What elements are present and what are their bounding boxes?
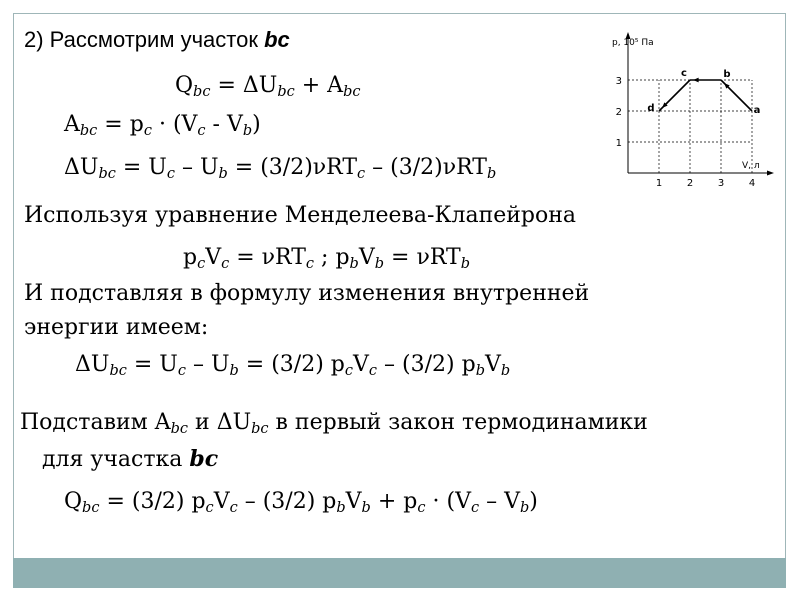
x-tick-label: 1	[655, 178, 663, 189]
y-axis-label: p, 10⁵ Па	[612, 38, 654, 48]
point-label-a: a	[753, 105, 761, 116]
y-tick-label: 1	[615, 138, 622, 149]
equation-du-pv: $\Delta U_{bc} = U_c - U_b = (3/2)$ $p_cV_c - (3/2)$ $p_bV_b$	[75, 352, 511, 380]
text-mendeleev: Используя уравнение Менделеева-Клапейрона	[24, 203, 577, 228]
pv-grid	[628, 80, 752, 173]
text-substituting: И подставляя в формулу изменения внутренней	[24, 281, 590, 306]
y-tick-label: 3	[615, 76, 622, 87]
heading: 2) Рассмотрим участок bc	[24, 27, 290, 52]
x-tick-label: 4	[748, 178, 756, 189]
point-label-b: b	[723, 69, 731, 80]
x-tick-label: 2	[686, 178, 694, 189]
pv-diagram	[590, 28, 780, 196]
slide-bottom-bar	[13, 558, 786, 588]
x-tick-label: 3	[717, 178, 725, 189]
point-labels	[647, 68, 760, 116]
point-label-c: c	[681, 68, 687, 79]
x-axis-arrow-icon	[767, 171, 774, 176]
equation-q-result: $Q_{bc} = (3/2)$ $p_cV_c - (3/2) p_bV_b + p_c \cdot (V_c - V_b)$	[64, 489, 538, 517]
x-tick-labels	[656, 178, 755, 189]
equation-du-bc: $\Delta U_{bc} = U_c - U_b = (3/2)\nu RT_c - (3/2)\nu RT_b$	[64, 155, 497, 183]
y-tick-label: 2	[615, 107, 622, 118]
text-for-segment: для участка bc	[42, 446, 219, 472]
equation-q-bc: $Q_{bc} = \Delta U_{bc} + A_{bc}$	[175, 73, 361, 101]
text-first-law: Подставим $A_{bc}$ и $\Delta U_{bc}$ в первый закон термодинамики	[20, 410, 648, 438]
y-tick-labels	[616, 76, 622, 149]
text-energy: энергии имеем:	[24, 315, 209, 340]
point-label-d: d	[647, 103, 655, 114]
equation-ideal-gas: $p_cV_c = \nu RT_c$ ; $p_bV_b = \nu RT_b$	[183, 245, 470, 273]
x-axis-label: V, л	[742, 161, 760, 171]
equation-a-bc: $A_{bc} = p_c \cdot (V_c - V_b)$	[64, 112, 261, 140]
process-path	[659, 78, 752, 111]
arrow-icon	[693, 78, 699, 83]
